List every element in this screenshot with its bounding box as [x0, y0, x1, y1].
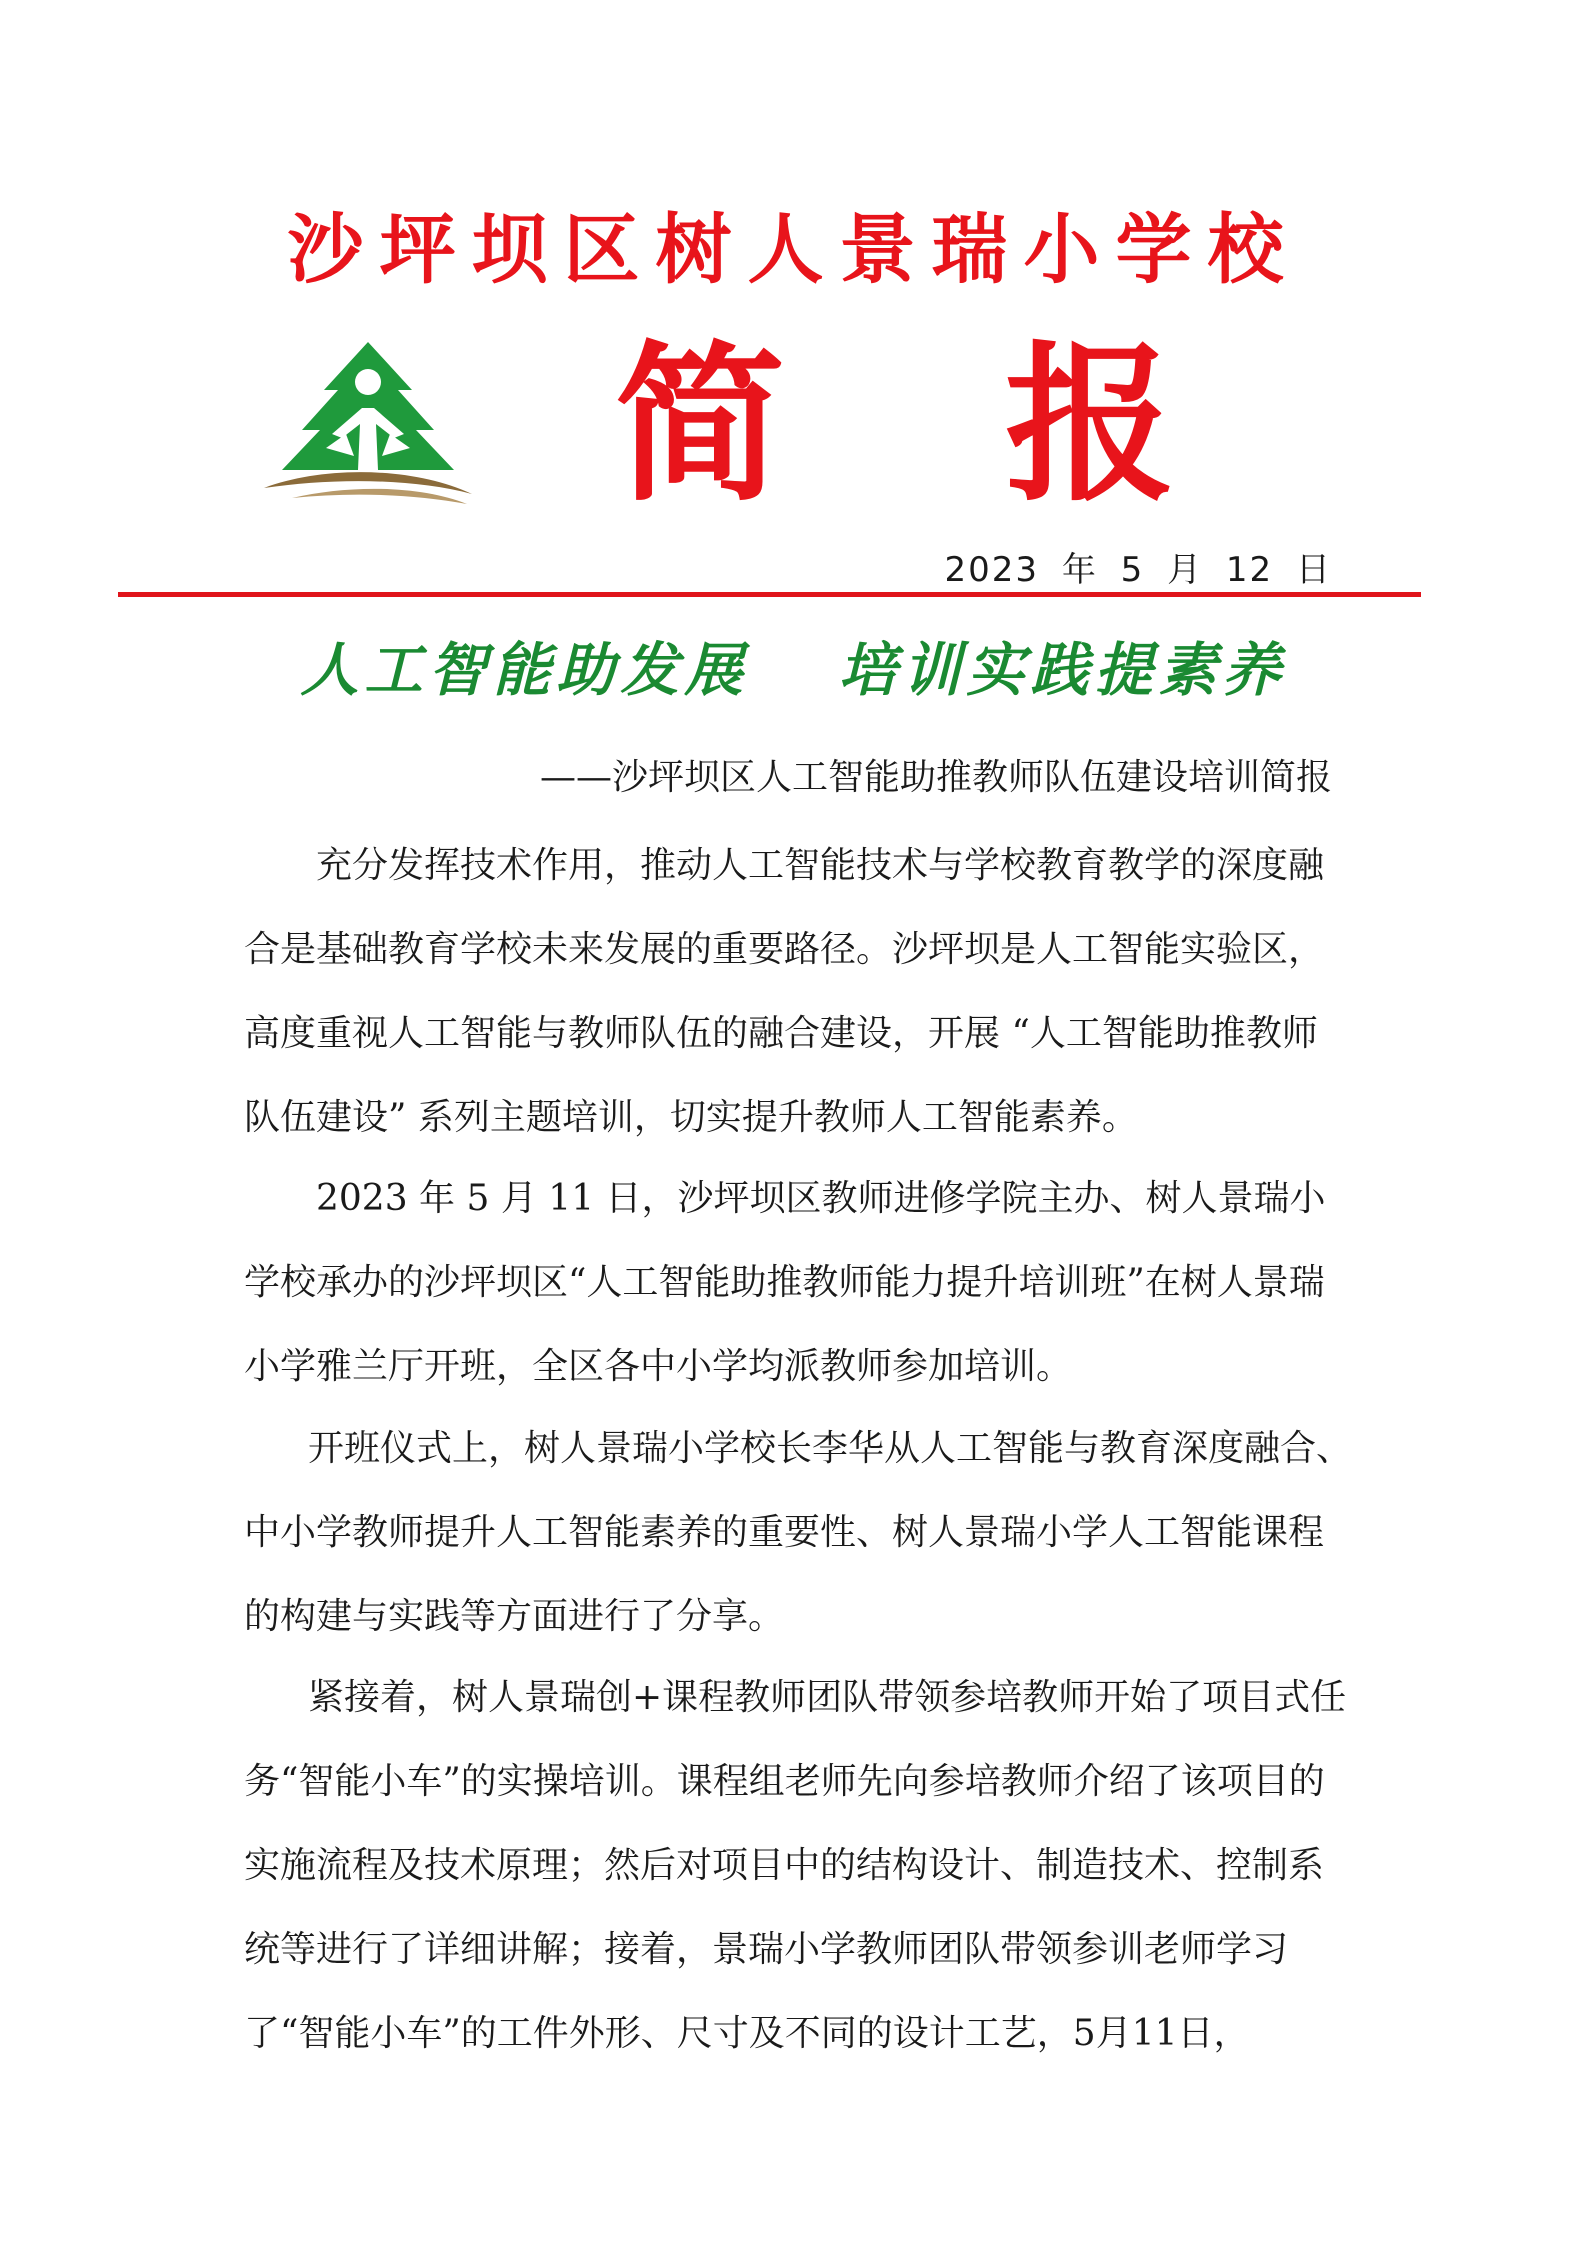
header-divider — [118, 592, 1421, 597]
paragraph-3-text: 开班仪式上，树人景瑞小学校长李华从人工智能与教育深度融合、中小学教师提升人工智能素养的重要性、树人景瑞小学人工智能课程的构建与实践等方面进行了分享。 — [244, 1428, 1353, 1637]
issue-date: 2023 年 5 月 12 日 — [944, 550, 1332, 590]
paragraph-1 — [244, 824, 1334, 1160]
school-tree-logo-icon — [262, 338, 474, 510]
paragraph-2 — [244, 1157, 1334, 1409]
paragraph-2-text: 2023 年 5 月 11 日，沙坪坝区教师进修学院主办、树人景瑞小学校承办的沙坪坝区“人工智能助推教师能力提升培训班”在树人景瑞小学雅兰厅开班，全区各中小学均派教师参加培训。 — [244, 1178, 1326, 1387]
headline-part-2: 培训实践提素养 — [838, 636, 1287, 704]
paragraph-3 — [244, 1407, 1359, 1659]
article-headline — [0, 630, 1587, 710]
paragraph-1-text: 充分发挥技术作用，推动人工智能技术与学校教育教学的深度融合是基础教育学校未来发展的重要路径。沙坪坝是人工智能实验区，高度重视人工智能与教师队伍的融合建设，开展 “人工智能助推教师队伍建设” 系列主题培训，切实提升教师人工智能素养。 — [244, 845, 1325, 1138]
paragraph-4-text: 紧接着，树人景瑞创+课程教师团队带领参培教师开始了项目式任务“智能小车”的实操培训。课程组老师先向参培教师介绍了该项目的实施流程及技术原理；然后对项目中的结构设计、制造技术、控制系统等进行了详细讲解；接着，景瑞小学教师团队带领参训老师学习了“智能小车”的工件外形、尺寸及不同的设计工艺，5月11日， — [244, 1677, 1347, 2054]
paragraph-4 — [244, 1656, 1359, 2076]
title-jian: 简 — [615, 325, 786, 525]
article-subtitle: ——沙坪坝区人工智能助推教师队伍建设培训简报 — [539, 757, 1332, 798]
school-name: 沙坪坝区树人景瑞小学校 — [287, 205, 1300, 294]
headline-part-1: 人工智能助发展 — [300, 636, 749, 704]
title-bao: 报 — [1005, 325, 1176, 525]
